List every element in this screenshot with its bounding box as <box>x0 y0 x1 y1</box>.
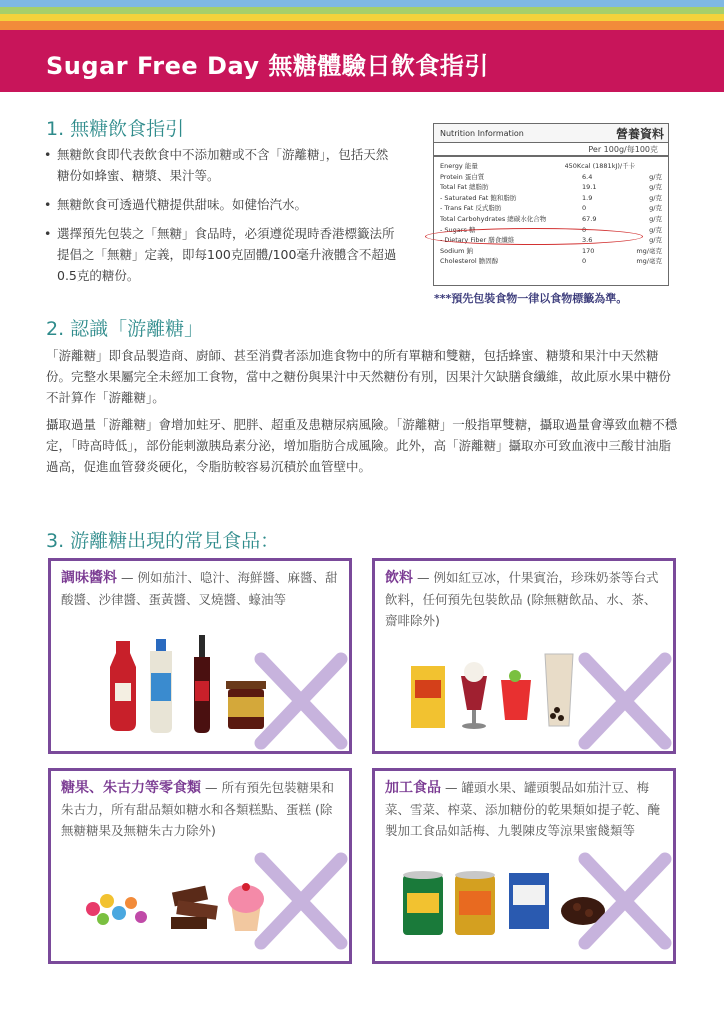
nutrition-value: 0 <box>582 257 587 266</box>
stripe-green <box>0 7 724 14</box>
nutrition-value: 0 <box>582 204 587 213</box>
box-title: 調味醬料 <box>61 570 117 586</box>
bullet-item: • 選擇預先包裝之「無糖」食品時，必須遵從現時香港標籤法所提倡之「無糖」定義，即每100克固體/100毫升液體含不超過0.5克的糖份。 <box>44 223 400 286</box>
food-box-sauces <box>48 558 352 754</box>
nutrition-label: Energy 能量 <box>440 162 478 170</box>
box-title: 糖果、朱古力等零食類 <box>61 780 201 796</box>
nutrition-label: - Sugars 糖 <box>440 225 476 234</box>
box-title: 加工食品 <box>385 780 441 796</box>
nutrition-row <box>440 214 668 225</box>
box-description: — 例如紅豆冰，什果賓治，珍珠奶茶等台式飲料，任何預先包裝飲品 (除無糖飲品、水、茶、齋啡除外) <box>385 570 659 628</box>
nutrition-unit: g/克 <box>649 204 662 213</box>
nutrition-label: Total Carbohydrates 總碳水化合物 <box>440 214 547 223</box>
food-box-sweets <box>48 768 352 964</box>
section1-bullet-list <box>44 144 400 294</box>
title-bar <box>0 30 724 92</box>
food-box-processed <box>372 768 676 964</box>
nutrition-row <box>440 256 668 267</box>
page-title: Sugar Free Day 無糖體驗日飲食指引 <box>46 52 489 80</box>
box-description: — 所有預先包裝糖果和朱古力，所有甜品類如糖水和各類糕點、蛋糕 (除無糖糖果及無糖朱古力除外) <box>61 780 334 838</box>
rainbow-stripes <box>0 0 724 30</box>
nutrition-value: 0 <box>582 225 587 234</box>
nutrition-unit: mg/毫克 <box>636 257 662 266</box>
drinks-image <box>405 646 595 741</box>
nutrition-value: 170 <box>582 246 595 255</box>
nutrition-row <box>440 246 668 257</box>
nutrition-unit <box>635 161 668 172</box>
nutrition-value: 3.6 <box>582 236 593 245</box>
nutrition-value: 1.9 <box>582 193 593 202</box>
nutrition-row <box>440 182 668 193</box>
bullet-item: • 無糖飲食可透過代糖提供甜味。如健怡汽水。 <box>44 194 400 215</box>
stripe-blue <box>0 0 724 7</box>
nutrition-label: - Trans Fat 反式脂肪 <box>440 204 502 213</box>
nutrition-unit: g/克 <box>649 183 662 192</box>
cross-icon <box>575 851 675 951</box>
nutrition-header <box>434 124 668 143</box>
cross-icon <box>251 651 351 751</box>
nutrition-per-serving: Per 100g/每100克 <box>434 143 668 157</box>
nutrition-rows <box>434 157 668 267</box>
section2-paragraph-2: 攝取過量「游離糖」會增加蛀牙、肥胖、超重及患糖尿病風險。「游離糖」一般指單雙糖，攝取過量會導致血糖不穩定，「時高時低」，部份能刺激胰島素分泌，增加脂肪合成風險。此外，高「游離糖」攝取亦可致血液中三酸甘油脂過高，促進血管發炎硬化，令脂肪較容易沉積於血管壁中。 <box>46 417 678 474</box>
nutrition-header-en: Nutrition Information <box>440 128 524 138</box>
nutrition-row <box>440 172 668 183</box>
nutrition-unit: g/克 <box>649 236 662 245</box>
nutrition-label: - Saturated Fat 飽和脂肪 <box>440 193 517 202</box>
nutrition-label: Cholesterol 膽固醇 <box>440 257 499 266</box>
sugar-highlight-ellipse <box>425 228 643 245</box>
nutrition-value: 67.9 <box>582 214 597 223</box>
nutrition-note: ***預先包裝食物一律以食物標籤為準。 <box>434 292 628 305</box>
food-box-drinks <box>372 558 676 754</box>
box-title: 飲料 <box>385 570 413 586</box>
nutrition-label: Sodium 鈉 <box>440 246 474 255</box>
section2-paragraph-1: 「游離糖」即食品製造商、廚師、甚至消費者添加進食物中的所有單糖和雙糖，包括蜂蜜、糖漿和果汁中天然糖份。完整水果屬完全未經加工食物，當中之糖份與果汁中天然糖份有別，因果汁欠缺膳食纖維，故此原水果中糖份不計算作「游離糖」。 <box>46 348 672 405</box>
nutrition-label: Protein 蛋白質 <box>440 172 485 181</box>
nutrition-value: 19.1 <box>582 183 597 192</box>
section2-heading: 2. 認識「游離糖」 <box>46 318 204 340</box>
nutrition-unit: mg/毫克 <box>636 246 662 255</box>
nutrition-label: Total Fat 總脂肪 <box>440 183 489 192</box>
nutrition-value: 6.4 <box>582 172 593 181</box>
cross-icon <box>251 851 351 951</box>
stripe-orange <box>0 21 724 30</box>
nutrition-header-zh: 營養資料 <box>615 126 664 141</box>
nutrition-label: - Dietary Fiber 膳食纖維 <box>440 236 515 245</box>
section3-heading: 3. 游離糖出現的常見食品： <box>46 530 280 552</box>
bullet-item: • 無糖飲食即代表飲食中不添加糖或不含「游離糖」，包括天然糖份如蜂蜜、糖漿、果汁等。 <box>44 144 400 186</box>
nutrition-row <box>440 193 668 204</box>
nutrition-label <box>433 123 669 286</box>
nutrition-row <box>440 203 668 214</box>
stripe-yellow <box>0 14 724 21</box>
box-description: — 罐頭水果、罐頭製品如茄汁豆、梅菜、雪菜、榨菜、添加糖份的乾果類如提子乾、醃製加工食品如話梅、九製陳皮等涼果蜜餞類等 <box>385 780 661 838</box>
section1-heading: 1. 無糖飲食指引 <box>46 118 185 140</box>
cross-icon <box>575 651 675 751</box>
nutrition-value: 450Kcal (1881kJ)/千卡 <box>564 162 635 170</box>
box-description: — 例如茄汁、喼汁、海鮮醬、麻醬、甜酸醬、沙律醬、蛋黃醬、叉燒醬、蠔油等 <box>61 570 338 607</box>
nutrition-unit: g/克 <box>649 214 662 223</box>
nutrition-row <box>440 161 668 172</box>
nutrition-unit: g/克 <box>649 225 662 234</box>
nutrition-unit: g/克 <box>649 193 662 202</box>
nutrition-unit: g/克 <box>649 172 662 181</box>
